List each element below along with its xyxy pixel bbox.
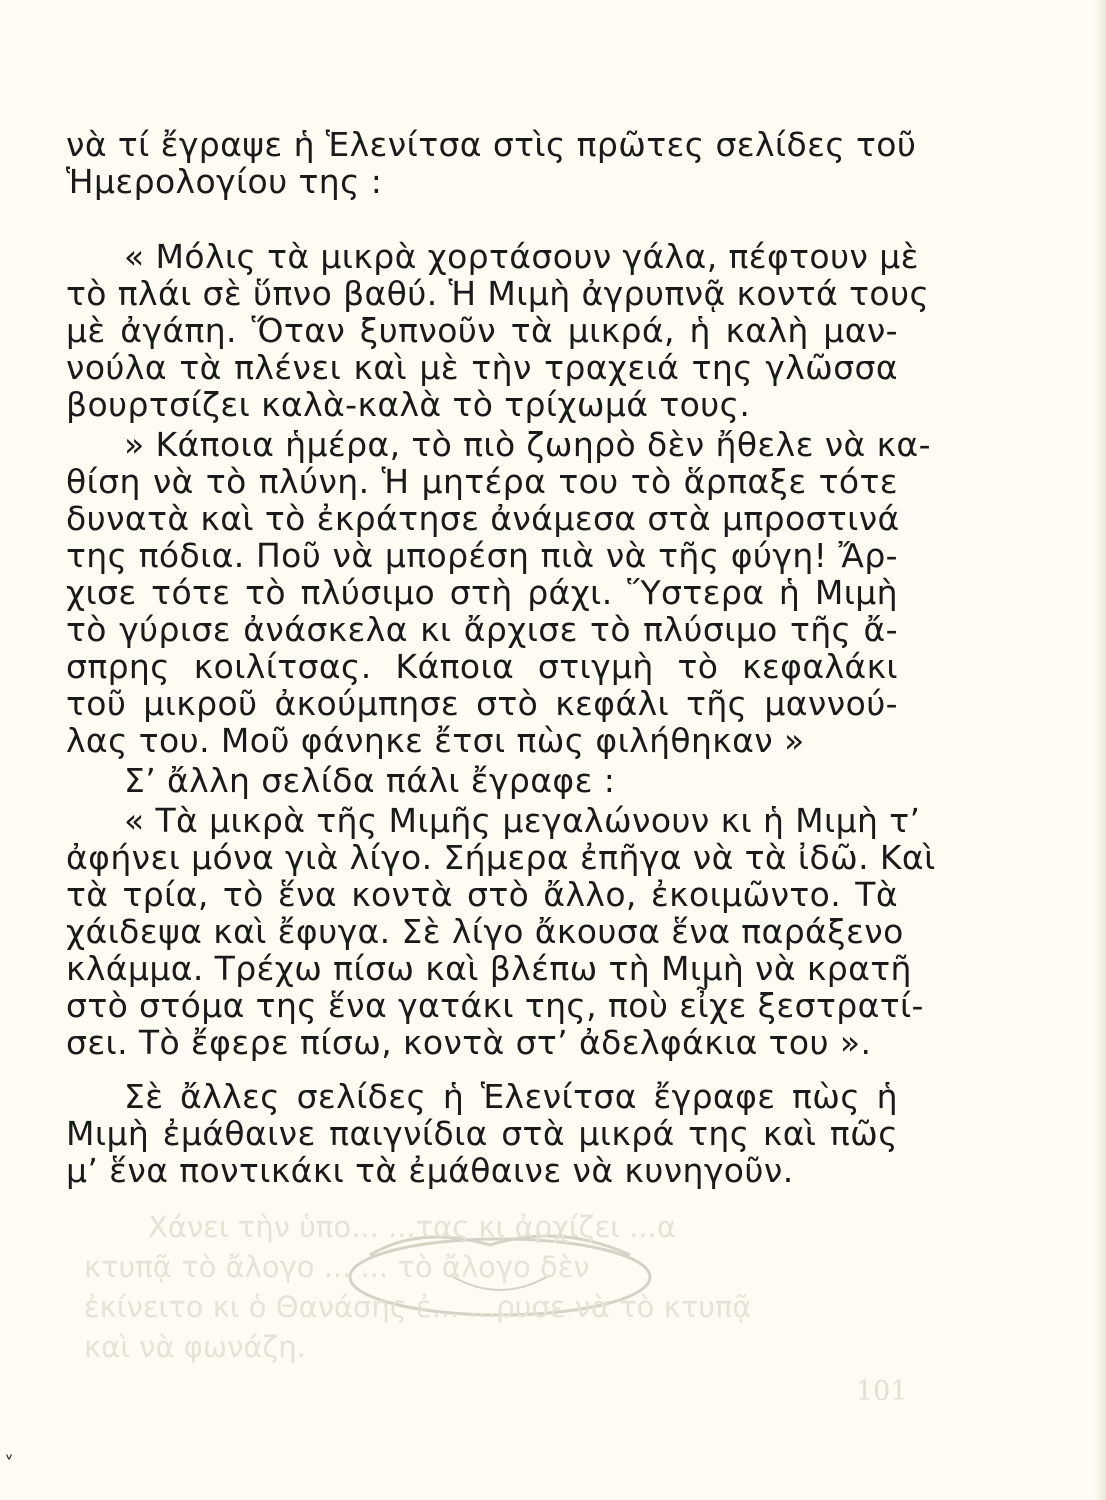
- text-line: τοῦ μικροῦ ἀκούμπησε στὸ κεφάλι τῆς μαννού-: [66, 684, 898, 723]
- text-line: στὸ στόμα της ἕνα γατάκι της, ποὺ εἶχε ξεστρατί-: [66, 986, 924, 1025]
- text-line: νούλα τὰ πλένει καὶ μὲ τὴν τραχειά της γλῶσσα: [66, 348, 898, 387]
- text-line: Σ’ ἄλλη σελίδα πάλι ἔγραφε :: [124, 761, 616, 800]
- text-line: τὸ γύρισε ἀνάσκελα κι ἄρχισε τὸ πλύσιμο τῆς ἄ-: [66, 610, 898, 649]
- text-line: Ἡμερολογίου της :: [66, 162, 383, 201]
- text-line: κλάμμα. Τρέχω πίσω καὶ βλέπω τὴ Μιμὴ νὰ κρατῆ: [66, 949, 912, 988]
- show-through-line-2: κτυπᾷ τὸ ἄλογο ... ... τὸ ἄλογο δὲν: [84, 1250, 590, 1284]
- text-line: τὸ πλάι σὲ ὕπνο βαθύ. Ἡ Μιμὴ ἀγρυπνᾷ κοντά τους: [66, 274, 930, 313]
- text-line: νὰ τί ἔγραψε ἡ Ἑλενίτσα στὶς πρῶτες σελίδες τοῦ: [66, 125, 917, 164]
- text-line: Μιμὴ ἐμάθαινε παιγνίδια στὰ μικρά της καὶ πῶς: [66, 1114, 898, 1153]
- text-line: « Μόλις τὰ μικρὰ χορτάσουν γάλα, πέφτουν μὲ: [124, 237, 919, 276]
- text-line: λας του. Μοῦ φάνηκε ἔτσι πὼς φιλήθηκαν »: [66, 721, 805, 760]
- text-line: βουρτσίζει καλὰ-καλὰ τὸ τρίχωμά τους.: [66, 385, 751, 424]
- show-through-line-3: ἐκίνειτο κι ὁ Θανάσης ἐ... ...ρυσε νὰ τὸ κτυπᾷ: [84, 1290, 752, 1324]
- text-line: της πόδια. Ποῦ νὰ μπορέση πιὰ νὰ τῆς φύγη! Ἄρ-: [66, 536, 898, 575]
- text-line: μὲ ἀγάπη. Ὅταν ξυπνοῦν τὰ μικρά, ἡ καλὴ μαν-: [66, 311, 898, 350]
- text-line: σει. Τὸ ἔφερε πίσω, κοντὰ στ’ ἀδελφάκια του ».: [66, 1023, 872, 1062]
- scan-edge-mark: ˅: [4, 1452, 14, 1476]
- text-line: μ’ ἕνα ποντικάκι τὰ ἐμάθαινε νὰ κυνηγοῦν.: [66, 1151, 794, 1190]
- text-line: Σὲ ἄλλες σελίδες ἡ Ἑλενίτσα ἔγραφε πὼς ἡ: [124, 1077, 898, 1116]
- text-line: τὰ τρία, τὸ ἕνα κοντὰ στὸ ἄλλο, ἐκοιμῶντο. Τὰ: [66, 875, 898, 914]
- show-through-line-1: Χάνει τὴν ὑπο... ...τας κι ἀρχίζει ...α: [148, 1210, 676, 1244]
- show-through-line-4: καὶ νὰ φωνάζη.: [84, 1330, 306, 1364]
- page-edge-shadow: [1094, 0, 1106, 1500]
- text-line: δυνατὰ καὶ τὸ ἐκράτησε ἀνάμεσα στὰ μπροστινά: [66, 499, 900, 538]
- text-line: σπρης κοιλίτσας. Κάποια στιγμὴ τὸ κεφαλάκι: [66, 647, 898, 686]
- page-number-show-through: 101: [856, 1376, 908, 1407]
- text-line: θίση νὰ τὸ πλύνη. Ἡ μητέρα του τὸ ἅρπαξε τότε: [66, 462, 898, 501]
- text-line: χάιδεψα καὶ ἔφυγα. Σὲ λίγο ἄκουσα ἕνα παράξενο: [66, 912, 904, 951]
- text-line: » Κάποια ἡμέρα, τὸ πιὸ ζωηρὸ δὲν ἤθελε νὰ κα-: [124, 425, 931, 464]
- text-line: ἀφήνει μόνα γιὰ λίγο. Σήμερα ἐπῆγα νὰ τὰ ἰδῶ. Καὶ: [66, 838, 936, 877]
- text-line: « Τὰ μικρὰ τῆς Μιμῆς μεγαλώνουν κι ἡ Μιμὴ τ’: [124, 801, 921, 840]
- text-line: χισε τότε τὸ πλύσιμο στὴ ράχι. Ὕστερα ἡ Μιμὴ: [66, 573, 898, 612]
